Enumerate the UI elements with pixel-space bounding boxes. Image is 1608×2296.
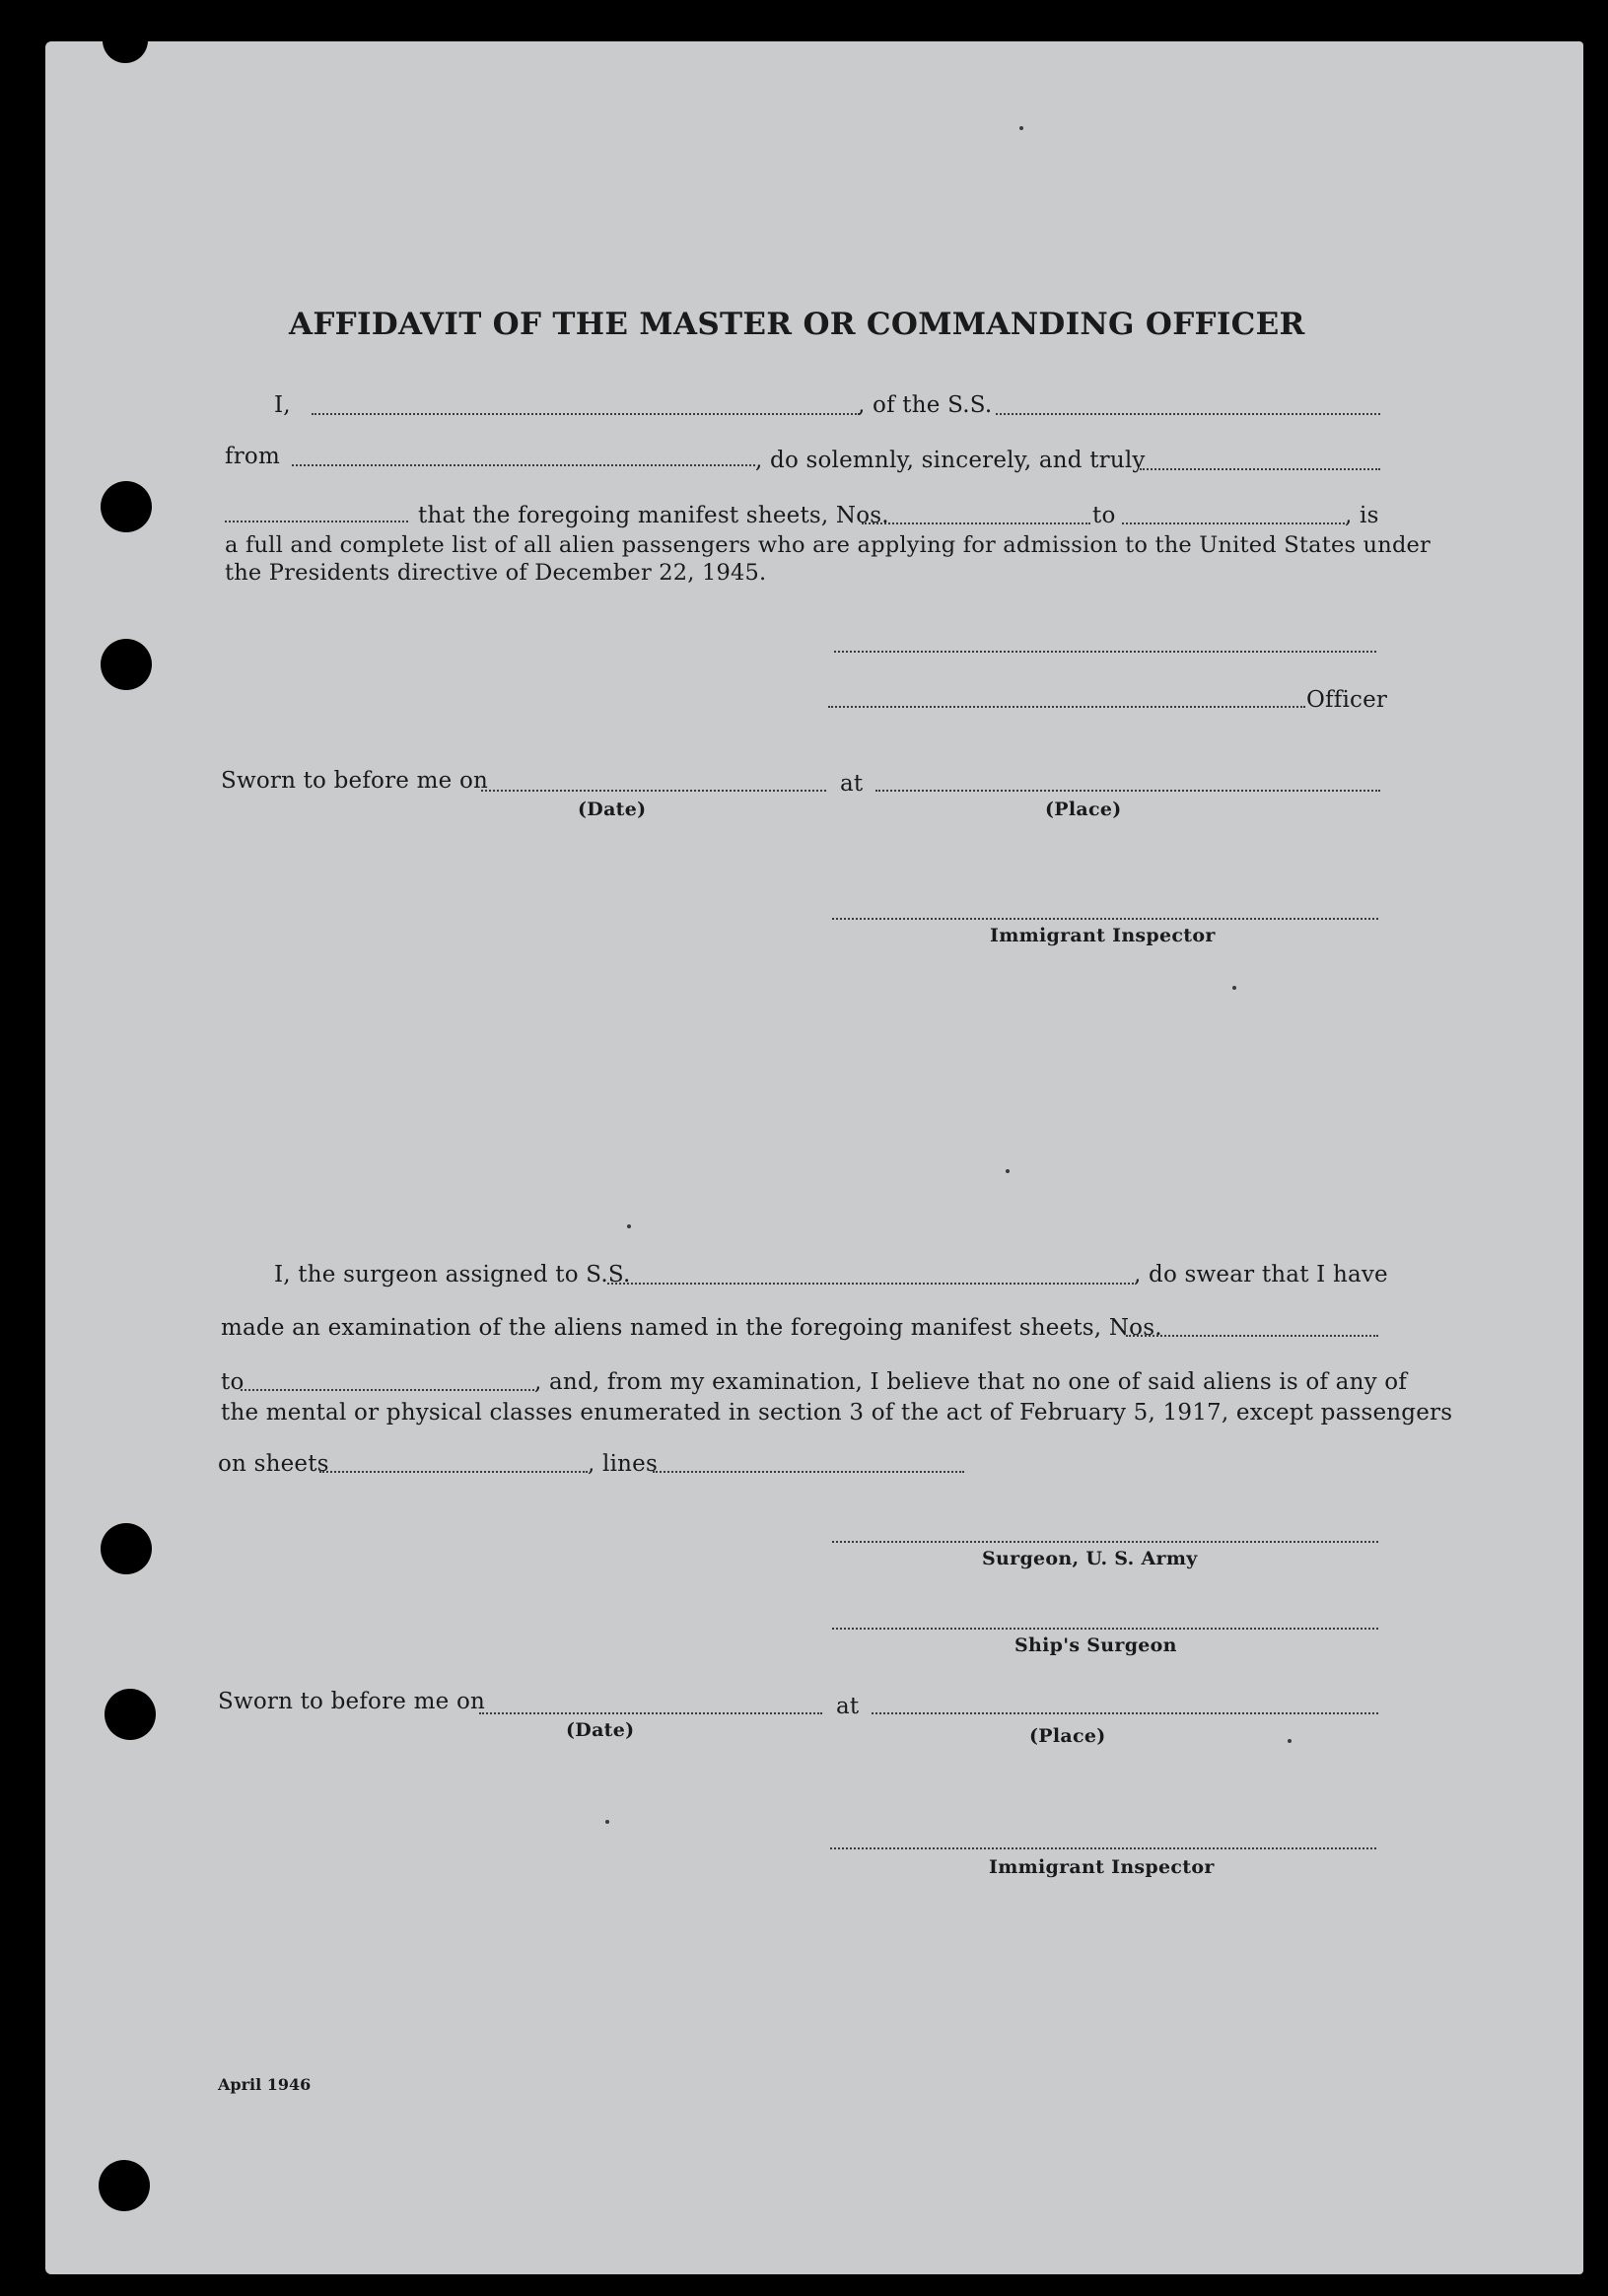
officer-signature-line-2[interactable]: [828, 706, 1305, 708]
master-ss-label: , of the S.S.: [858, 392, 993, 418]
punch-hole: [101, 481, 152, 532]
master-from-label: from: [225, 444, 280, 469]
surgeon-line-4: the mental or physical classes enumerated in section 3 of the act of February 5, 1917, except passengers: [221, 1400, 1453, 1426]
master-from-field[interactable]: [292, 464, 755, 466]
surgeon-sheets-label: on sheets: [218, 1451, 329, 1477]
master-solemnly-label: , do solemnly, sincerely, and truly: [755, 448, 1146, 473]
punch-hole: [101, 1523, 152, 1574]
surgeon-except-sheets-field[interactable]: [319, 1471, 588, 1473]
surgeon-line-3-b: , and, from my examination, I believe that no one of said aliens is of any of: [534, 1369, 1408, 1395]
scan-speck: [1232, 986, 1236, 990]
inspector-caption-2: Immigrant Inspector: [989, 1856, 1215, 1878]
sworn-label-2: Sworn to before me on: [218, 1689, 486, 1714]
sworn-label: Sworn to before me on: [221, 768, 489, 794]
inspector-caption: Immigrant Inspector: [990, 925, 1216, 946]
surgeon-except-lines-field[interactable]: [653, 1471, 964, 1473]
place-caption-2: (Place): [1029, 1725, 1106, 1747]
surgeon-ship-field[interactable]: [607, 1283, 1134, 1285]
page-title: AFFIDAVIT OF THE MASTER OR COMMANDING OFFICER: [289, 307, 1305, 342]
date-caption-2: (Date): [566, 1719, 635, 1741]
form-date: April 1946: [218, 2075, 312, 2094]
document-page: [45, 41, 1583, 2274]
sworn-date-field-2[interactable]: [479, 1712, 822, 1714]
surgeon-lines-label: , lines: [588, 1451, 658, 1477]
sworn-date-field[interactable]: [481, 790, 826, 792]
scan-speck: [1006, 1169, 1010, 1173]
sworn-place-field-2[interactable]: [872, 1712, 1378, 1714]
surgeon-sheets-to-field[interactable]: [241, 1389, 534, 1391]
surgeon-to-label: to: [221, 1369, 245, 1395]
army-surgeon-signature-line[interactable]: [832, 1541, 1378, 1543]
ship-surgeon-signature-line[interactable]: [832, 1628, 1378, 1630]
master-to-label: to: [1092, 503, 1116, 528]
officer-label: Officer: [1306, 687, 1388, 713]
punch-hole: [99, 2160, 150, 2211]
place-caption: (Place): [1045, 799, 1122, 820]
master-ship-field[interactable]: [996, 413, 1380, 415]
date-caption: (Date): [578, 799, 647, 820]
scan-speck: [1288, 1739, 1292, 1743]
punch-hole: [101, 639, 152, 690]
master-oath-field[interactable]: [1140, 468, 1380, 470]
scan-speck: [1019, 126, 1023, 130]
punch-hole: [105, 1689, 156, 1740]
master-oath-verb-field[interactable]: [225, 521, 408, 522]
master-name-field[interactable]: [312, 413, 860, 415]
master-i-label: I,: [274, 392, 291, 418]
master-sheet-from-field[interactable]: [862, 522, 1090, 524]
punch-hole: [103, 18, 148, 63]
master-paragraph-line: the Presidents directive of December 22, 1945.: [225, 560, 767, 586]
surgeon-sheets-from-field[interactable]: [1126, 1335, 1378, 1337]
surgeon-line-2: made an examination of the aliens named in the foregoing manifest sheets, Nos.: [221, 1315, 1162, 1341]
ship-surgeon-caption: Ship's Surgeon: [1014, 1635, 1177, 1656]
army-surgeon-caption: Surgeon, U. S. Army: [982, 1548, 1198, 1569]
officer-signature-line-1[interactable]: [834, 651, 1376, 653]
inspector-signature-line[interactable]: [832, 918, 1378, 920]
scan-speck: [605, 1820, 609, 1824]
master-manifest-label: that the foregoing manifest sheets, Nos.: [418, 503, 889, 528]
sworn-place-field[interactable]: [875, 790, 1380, 792]
inspector-signature-line-2[interactable]: [830, 1847, 1376, 1849]
master-is-label: , is: [1345, 503, 1379, 528]
surgeon-line-1-b: , do swear that I have: [1134, 1262, 1388, 1287]
master-sheet-to-field[interactable]: [1122, 522, 1345, 524]
sworn-at-label-2: at: [836, 1694, 860, 1719]
master-paragraph-line: a full and complete list of all alien passengers who are applying for admission to the United States under: [225, 532, 1432, 558]
surgeon-line-1-a: I, the surgeon assigned to S.S.: [274, 1262, 631, 1287]
scan-speck: [627, 1224, 631, 1228]
sworn-at-label: at: [840, 771, 864, 797]
